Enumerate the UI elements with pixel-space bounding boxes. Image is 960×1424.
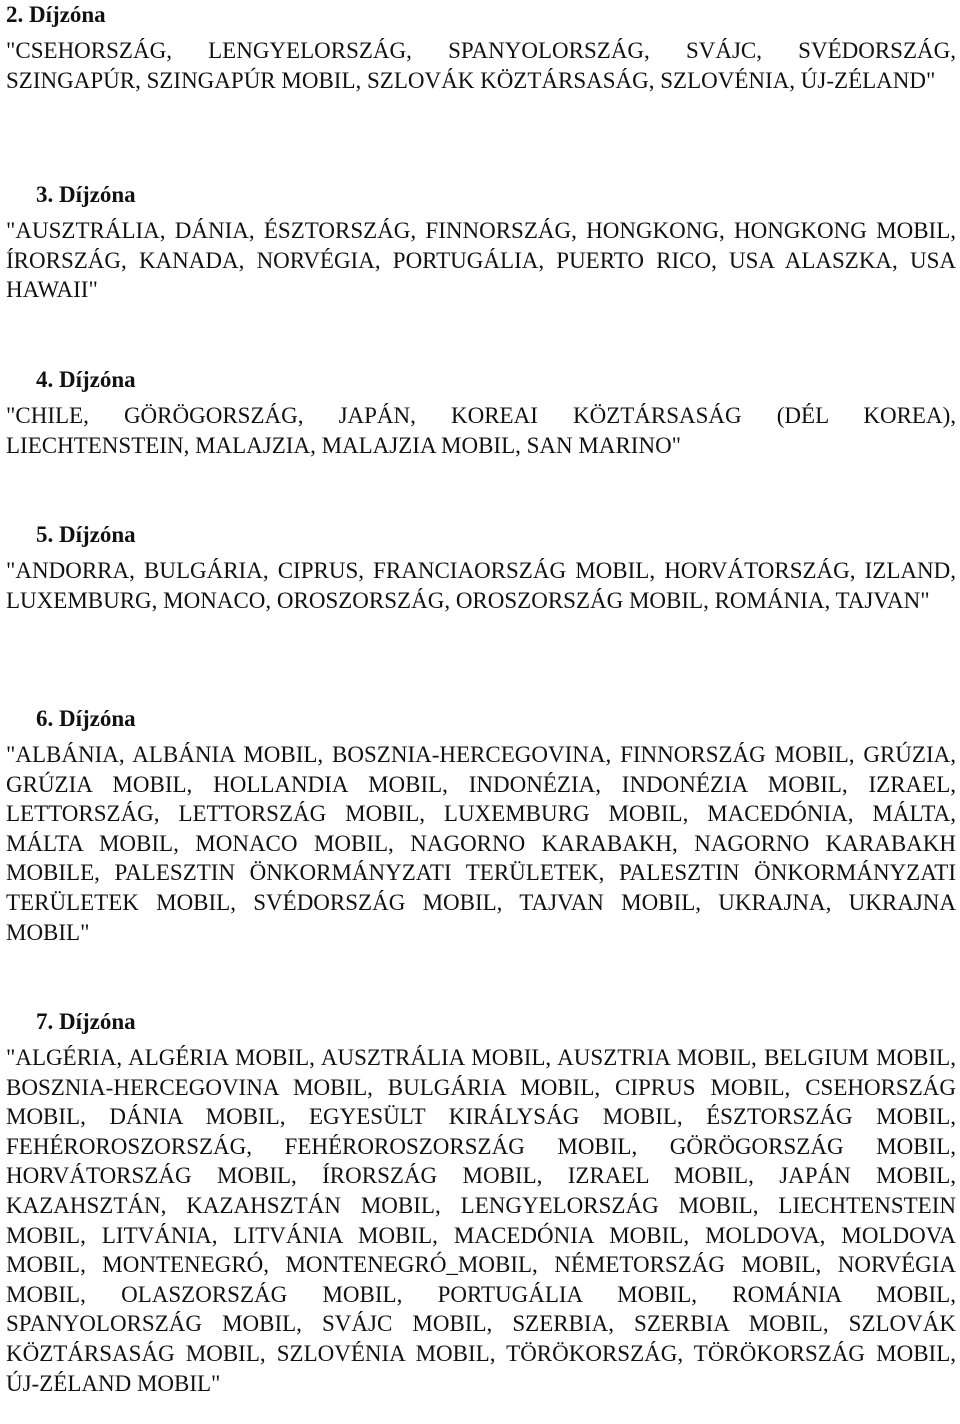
zone-2-section (0, 0, 960, 95)
zone-country-list: "AUSZTRÁLIA, DÁNIA, ÉSZTORSZÁG, FINNORSZÁG, HONGKONG, HONGKONG MOBIL, ÍRORSZÁG, KANADA, NORVÉGIA, PORTUGÁLIA, PUERTO RICO, USA ALASZKA, USA HAWAII" (6, 218, 956, 303)
zone-7-section (0, 1007, 960, 1398)
zone-country-list: "CSEHORSZÁG, LENGYELORSZÁG, SPANYOLORSZÁG, SVÁJC, SVÉDORSZÁG, SZINGAPÚR, SZINGAPÚR MOBIL, SZLOVÁK KÖZTÁRSASÁG, SZLOVÉNIA, ÚJ-ZÉLAND" (6, 38, 956, 93)
zone-heading: 6. Díjzóna (36, 706, 136, 731)
zone-heading: 2. Díjzóna (6, 2, 106, 27)
zone-heading: 5. Díjzóna (36, 522, 136, 547)
zone-country-list: "ALBÁNIA, ALBÁNIA MOBIL, BOSZNIA-HERCEGOVINA, FINNORSZÁG MOBIL, GRÚZIA, GRÚZIA MOBIL, HOLLANDIA MOBIL, INDONÉZIA, INDONÉZIA MOBIL, IZRAEL, LETTORSZÁG, LETTORSZÁG MOBIL, LUXEMBURG MOBIL, MACEDÓNIA, MÁLTA, MÁLTA MOBIL, MONACO MOBIL, NAGORNO KARABAKH, NAGORNO KARABAKH MOBILE, PALESZTIN ÖNKORMÁNYZATI TERÜLETEK, PALESZTIN ÖNKORMÁNYZATI TERÜLETEK MOBIL, SVÉDORSZÁG MOBIL, TAJVAN MOBIL, UKRAJNA, UKRAJNA MOBIL" (6, 742, 956, 945)
zone-country-list: "ANDORRA, BULGÁRIA, CIPRUS, FRANCIAORSZÁG MOBIL, HORVÁTORSZÁG, IZLAND, LUXEMBURG, MONACO, OROSZORSZÁG, OROSZORSZÁG MOBIL, ROMÁNIA, TAJVAN" (6, 558, 956, 613)
zone-heading: 4. Díjzóna (36, 367, 136, 392)
zone-heading: 3. Díjzóna (36, 182, 136, 207)
zone-5-section (0, 520, 960, 615)
zone-4-section (0, 365, 960, 460)
zone-6-section (0, 704, 960, 947)
zone-heading: 7. Díjzóna (36, 1009, 136, 1034)
zone-country-list: "ALGÉRIA, ALGÉRIA MOBIL, AUSZTRÁLIA MOBIL, AUSZTRIA MOBIL, BELGIUM MOBIL, BOSZNIA-HERCEGOVINA MOBIL, BULGÁRIA MOBIL, CIPRUS MOBIL, CSEHORSZÁG MOBIL, DÁNIA MOBIL, EGYESÜLT KIRÁLYSÁG MOBIL, ÉSZTORSZÁG MOBIL, FEHÉROROSZORSZÁG, FEHÉROROSZORSZÁG MOBIL, GÖRÖGORSZÁG MOBIL, HORVÁTORSZÁG MOBIL, ÍRORSZÁG MOBIL, IZRAEL MOBIL, JAPÁN MOBIL, KAZAHSZTÁN, KAZAHSZTÁN MOBIL, LENGYELORSZÁG MOBIL, LIECHTENSTEIN MOBIL, LITVÁNIA, LITVÁNIA MOBIL, MACEDÓNIA MOBIL, MOLDOVA, MOLDOVA MOBIL, MONTENEGRÓ, MONTENEGRÓ_MOBIL, NÉMETORSZÁG MOBIL, NORVÉGIA MOBIL, OLASZORSZÁG MOBIL, PORTUGÁLIA MOBIL, ROMÁNIA MOBIL, SPANYOLORSZÁG MOBIL, SVÁJC MOBIL, SZERBIA, SZERBIA MOBIL, SZLOVÁK KÖZTÁRSASÁG MOBIL, SZLOVÉNIA MOBIL, TÖRÖKORSZÁG, TÖRÖKORSZÁG MOBIL, ÚJ-ZÉLAND MOBIL" (6, 1045, 956, 1396)
zone-country-list: "CHILE, GÖRÖGORSZÁG, JAPÁN, KOREAI KÖZTÁRSASÁG (DÉL KOREA), LIECHTENSTEIN, MALAJZIA, MALAJZIA MOBIL, SAN MARINO" (6, 403, 956, 458)
zone-3-section (0, 180, 960, 305)
